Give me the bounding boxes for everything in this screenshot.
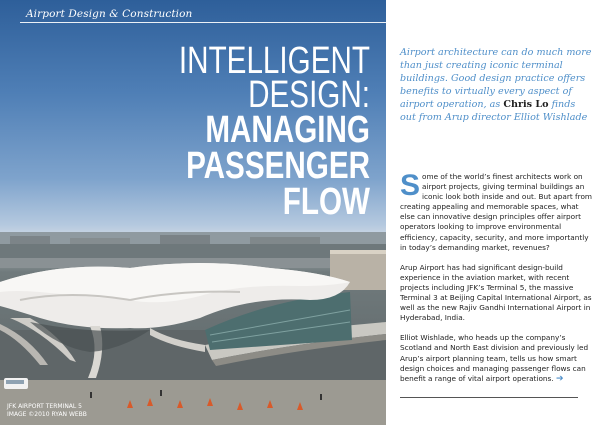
paragraph-1-text: ome of the world’s finest architects work on airport projects, giving terminal buildings an iconic look both inside and out. But apart from creating appealing and memorable spaces, what else can innovative design principles offer airport operators looking to improve environmental efficiency, capacity, security, and more importantly in today’s demanding market, revenues? [400,172,593,252]
paragraph-2: Arup Airport has had significant design-build experience in the aviation market, with recent projects including JFK’s Terminal 5, the massive Terminal 3 at Beijing Capital International Airport, as well as the new Rajiv Gandhi International Airport in Hyderabad, India. [400,262,592,323]
text-column [386,0,600,425]
drop-cap: S [400,169,421,202]
standfirst [400,46,592,124]
end-rule [400,397,578,398]
continue-arrow-icon: ➔ [555,373,564,384]
standfirst-intro: Airport architecture can do much more than just creating iconic terminal buildings. Good design practice offers benefits to virtually every aspect of airport operation, as [400,47,592,110]
article-headline [110,40,370,223]
author-name: Chris Lo [503,99,549,110]
caption-line-2: IMAGE ©2010 RYAN WEBB [7,411,87,418]
paragraph-1 [400,169,593,253]
headline-line-1: INTELLIGENT [178,40,370,82]
headline-line-2: DESIGN: [248,74,370,116]
headline-line-3: MANAGING [205,109,370,151]
paragraph-3-text: Elliot Wishlade, who heads up the company’s Scotland and North East division and previously led Arup’s airport planning team, tells us how smart design choices and managing passenger flows can benefit a range of vital airport operations. [400,333,589,383]
headline-line-4: PASSENGER [186,145,370,187]
caption-line-1: JFK AIRPORT TERMINAL 5 [7,403,82,410]
article-body [400,169,593,394]
section-header [0,8,386,23]
headline-line-5: FLOW [282,181,370,223]
standfirst-outro: finds out from Arup director Elliot Wishlade [400,99,588,123]
photo-caption [7,403,87,419]
paragraph-3 [400,333,592,383]
section-label: Airport Design & Construction [26,8,193,20]
section-rule [20,22,386,23]
